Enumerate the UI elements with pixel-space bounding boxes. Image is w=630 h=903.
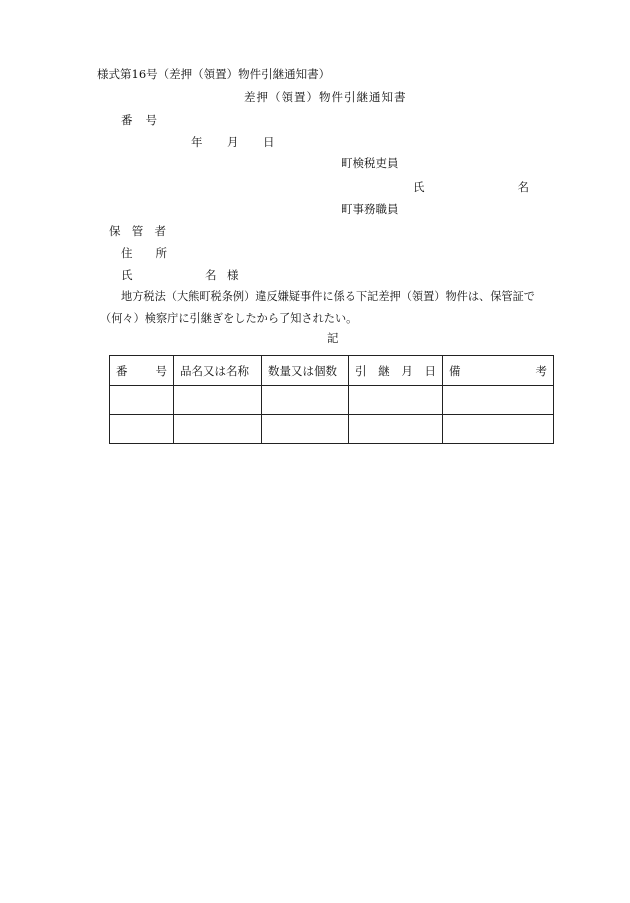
table-cell: [262, 415, 349, 444]
table-cell: [110, 415, 174, 444]
note-heading: 記: [327, 331, 339, 345]
header-handover-date: [349, 356, 443, 386]
sender-name-char: 氏: [413, 180, 425, 194]
handover-table: [109, 355, 554, 444]
custodian-heading-char: 管: [131, 224, 144, 238]
sender-name-char: 名: [517, 180, 529, 194]
sender-official-title: 町検税吏員: [341, 156, 399, 170]
header-char: 備: [449, 363, 461, 378]
custodian-heading-char: 者: [154, 224, 166, 238]
table-cell: [443, 415, 554, 444]
header-char: 月: [401, 363, 413, 378]
table-cell: [110, 386, 174, 415]
document-number: [121, 113, 157, 127]
header-char: 継: [378, 363, 390, 378]
custodian-address-char: 住: [121, 246, 133, 260]
custodian-name-char: 氏: [121, 268, 133, 282]
sender-staff-title: 町事務職員: [341, 202, 399, 216]
header-char: 番: [116, 363, 128, 378]
table-cell: [174, 386, 262, 415]
sender-name-line: [413, 180, 529, 194]
custodian-address-char: 所: [155, 246, 167, 260]
custodian-heading: [109, 224, 166, 238]
document-title: 差押（領置）物件引継通知書: [244, 90, 407, 104]
custodian-name-line: [121, 268, 241, 282]
custodian-address-line: [121, 246, 167, 260]
table-row: [110, 386, 554, 415]
table-header-row: [110, 356, 554, 386]
number-char: 番: [121, 113, 133, 127]
custodian-heading-char: 保: [109, 224, 121, 238]
table-cell: [174, 415, 262, 444]
header-quantity: [262, 356, 349, 386]
table-cell: [349, 386, 443, 415]
date-year: 年: [191, 135, 203, 149]
header-char: 引: [355, 363, 367, 378]
custodian-name-char: 名: [205, 268, 217, 282]
custodian-name-char: 様: [227, 268, 239, 282]
table-cell: [349, 415, 443, 444]
body-text-line-1: 地方税法（大熊町税条例）違反嫌疑事件に係る下記差押（領置）物件は、保管証で: [121, 290, 535, 303]
header-number: [110, 356, 174, 386]
header-remarks: [443, 356, 554, 386]
table-cell: [262, 386, 349, 415]
form-label: 様式第16号（差押（領置）物件引継通知書）: [97, 67, 331, 81]
header-item-name: [174, 356, 262, 386]
header-text: 数量又は個数: [268, 363, 337, 378]
date-month: 月: [227, 135, 239, 149]
body-text-line-2: （何々）検察庁に引継ぎをしたから了知されたい。: [100, 312, 358, 325]
header-char: 号: [155, 363, 167, 378]
number-char: 号: [145, 113, 157, 127]
header-text: 品名又は名称: [180, 363, 249, 378]
header-char: 考: [535, 363, 547, 378]
date-day: 日: [263, 135, 275, 149]
table-cell: [443, 386, 554, 415]
table-row: [110, 415, 554, 444]
header-char: 日: [424, 363, 436, 378]
